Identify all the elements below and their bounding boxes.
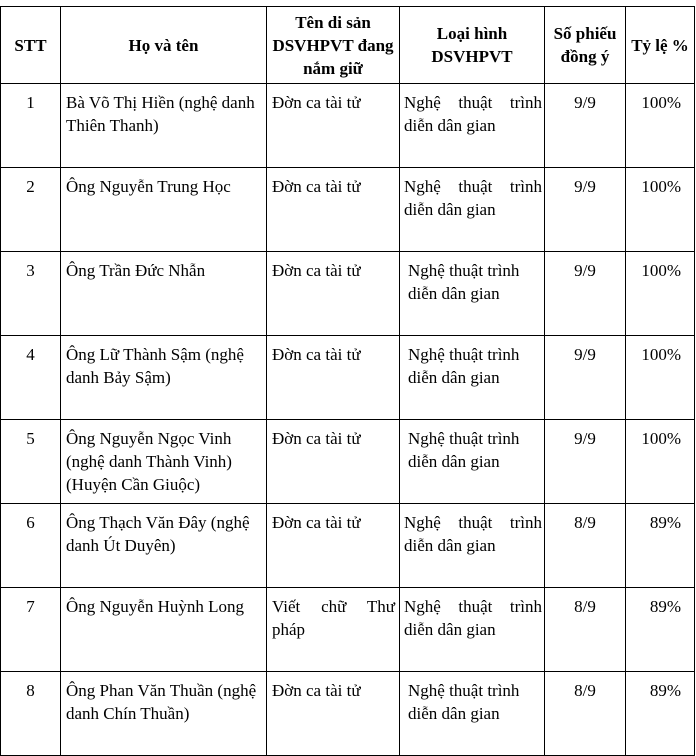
cell-name: Ông Lữ Thành Sậm (nghệ danh Bảy Sậm) (61, 336, 267, 420)
cell-stt: 5 (1, 420, 61, 504)
cell-heritage: Đờn ca tài tử (267, 168, 400, 252)
cell-type: Nghệ thuật trình diễn dân gian (400, 672, 545, 756)
cell-name: Ông Nguyễn Trung Học (61, 168, 267, 252)
cell-votes: 9/9 (545, 336, 626, 420)
header-stt: STT (1, 7, 61, 84)
cell-percent: 100% (626, 420, 695, 504)
cell-heritage: Đờn ca tài tử (267, 504, 400, 588)
table-row (1, 420, 695, 504)
table-row (1, 252, 695, 336)
header-votes: Số phiếu đồng ý (545, 7, 626, 84)
cell-votes: 8/9 (545, 588, 626, 672)
cell-type: Nghệ thuật trình diễn dân gian (400, 84, 545, 168)
cell-stt: 4 (1, 336, 61, 420)
cell-type: Nghệ thuật trình diễn dân gian (400, 336, 545, 420)
cell-percent: 100% (626, 252, 695, 336)
cell-percent: 100% (626, 84, 695, 168)
heritage-artists-table (0, 6, 695, 756)
cell-percent: 89% (626, 672, 695, 756)
cell-heritage: Đờn ca tài tử (267, 336, 400, 420)
cell-votes: 9/9 (545, 252, 626, 336)
cell-name: Ông Thạch Văn Đây (nghệ danh Út Duyên) (61, 504, 267, 588)
cell-heritage: Đờn ca tài tử (267, 420, 400, 504)
cell-name: Bà Võ Thị Hiền (nghệ danh Thiên Thanh) (61, 84, 267, 168)
cell-stt: 6 (1, 504, 61, 588)
header-name: Họ và tên (61, 7, 267, 84)
cell-votes: 8/9 (545, 504, 626, 588)
cell-stt: 3 (1, 252, 61, 336)
table-row (1, 504, 695, 588)
cell-name: Ông Nguyễn Huỳnh Long (61, 588, 267, 672)
cell-type: Nghệ thuật trình diễn dân gian (400, 168, 545, 252)
header-percent: Tỷ lệ % (626, 7, 695, 84)
cell-votes: 9/9 (545, 168, 626, 252)
cell-percent: 100% (626, 168, 695, 252)
header-type: Loại hình DSVHPVT (400, 7, 545, 84)
cell-heritage: Đờn ca tài tử (267, 252, 400, 336)
table-row (1, 672, 695, 756)
table-row (1, 588, 695, 672)
table-row (1, 336, 695, 420)
table-row (1, 84, 695, 168)
cell-stt: 1 (1, 84, 61, 168)
cell-percent: 100% (626, 336, 695, 420)
cell-stt: 2 (1, 168, 61, 252)
table-header-row (1, 7, 695, 84)
cell-stt: 7 (1, 588, 61, 672)
cell-type: Nghệ thuật trình diễn dân gian (400, 420, 545, 504)
cell-votes: 8/9 (545, 672, 626, 756)
cell-percent: 89% (626, 504, 695, 588)
cell-votes: 9/9 (545, 420, 626, 504)
cell-type: Nghệ thuật trình diễn dân gian (400, 504, 545, 588)
cell-heritage: Đờn ca tài tử (267, 84, 400, 168)
cell-heritage: Đờn ca tài tử (267, 672, 400, 756)
table-row (1, 168, 695, 252)
cell-name: Ông Trần Đức Nhẫn (61, 252, 267, 336)
cell-type: Nghệ thuật trình diễn dân gian (400, 252, 545, 336)
cell-stt: 8 (1, 672, 61, 756)
cell-votes: 9/9 (545, 84, 626, 168)
header-heritage: Tên di sản DSVHPVT đang nắm giữ (267, 7, 400, 84)
cell-type: Nghệ thuật trình diễn dân gian (400, 588, 545, 672)
cell-heritage: Viết chữ Thư pháp (267, 588, 400, 672)
cell-name: Ông Phan Văn Thuần (nghệ danh Chín Thuần) (61, 672, 267, 756)
cell-percent: 89% (626, 588, 695, 672)
cell-name: Ông Nguyễn Ngọc Vinh (nghệ danh Thành Vinh) (Huyện Cần Giuộc) (61, 420, 267, 504)
